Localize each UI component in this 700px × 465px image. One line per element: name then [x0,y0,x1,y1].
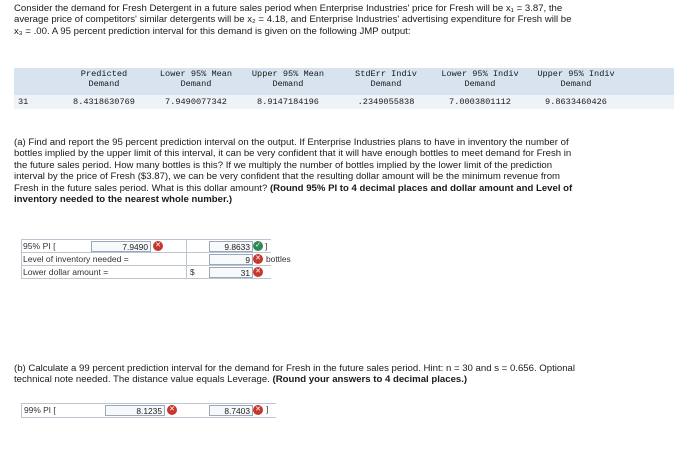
pi-95-row [21,240,271,253]
pi-99-label: 99% PI [ [24,405,56,415]
value-predicted: 8.4318630769 [73,97,135,107]
pi-99-lower-input[interactable]: 8.1235 [105,405,165,416]
part-a-line-1: (a) Find and report the 95 percent prediction interval on the output. If Enterprise Industries plans to have in inventory the number of [14,137,569,148]
part-a-question [14,137,690,205]
part-a-line-5: Fresh in the future sales period. What is this dollar amount? (Round 95% PI to 4 decimal places and dollar amount and Level of [14,182,573,194]
inventory-unit: bottles [266,254,291,264]
part-a-answer-grid [21,239,311,291]
part-b-line-2: technical note needed. The distance value equals Leverage. (Round your answers to 4 decimal places.) [14,374,468,386]
intro-line-3: x₃ = .00. A 95 percent prediction interval for this demand is given on the following JMP output: [14,25,411,37]
value-upper-mean: 8.9147184196 [257,97,319,107]
intro-line-1: Consider the demand for Fresh Detergent in a future sales period when Enterprise Industries' price for Fresh will be x₁ = 3.87, the [14,3,563,14]
part-a-line-4: interval by the price of Fresh ($3.87), we can be very confident that the resulting dollar amount will be the minimum revenue from [14,171,561,183]
pi-99-upper-input[interactable]: 8.7403 [209,405,253,416]
col-lower-mean: Lower 95% Mean Demand [159,69,233,89]
col-predicted-demand: Predicted Demand [80,69,128,89]
pi-95-lower-input[interactable]: 7.9490 [91,241,151,252]
jmp-output-table [14,68,674,109]
check-circle-icon: ✓ [253,241,263,251]
col-lower-indiv: Lower 95% Indiv Demand [441,69,519,89]
part-a-line-3: the future sales period. How many bottles is this? If we multiply the number of bottles implied by the lower limit of the prediction [14,159,553,171]
part-a-line-2: bottles implied by the upper limit of this interval, it can be very confident that it will have enough bottles to meet demand for Fresh in [14,148,572,160]
dollar-input[interactable]: 31 [209,267,253,278]
x-circle-icon: ✕ [167,405,177,415]
intro-line-2: average price of competitors' similar detergents will be x₂ = 4.18, and Enterprise Industries' advertising expenditure for Fresh will be [14,14,572,26]
value-upper-indiv: 9.8633460426 [545,97,607,107]
value-stderr: .2349055838 [357,97,415,107]
part-a-line-6: inventory needed to the nearest whole number.) [14,194,233,206]
inventory-row [21,253,301,266]
col-upper-indiv: Upper 95% Indiv Demand [537,69,615,89]
dollar-label: Lower dollar amount = [23,267,109,277]
x-circle-icon: ✕ [153,241,163,251]
pi-99-close-bracket: ] [266,404,269,414]
inventory-label: Level of inventory needed = [23,254,129,264]
part-b-question [14,363,690,386]
pi-95-upper-input[interactable]: 9.8633 [209,241,253,252]
inventory-input[interactable]: 9 [209,254,253,265]
row-number: 31 [18,97,29,107]
pi-95-label: 95% PI [ [23,241,56,251]
value-lower-mean: 7.9490077342 [165,97,227,107]
x-circle-icon: ✕ [253,267,263,277]
pi-95-close-bracket: ] [265,241,268,251]
dollar-row [21,266,271,279]
x-circle-icon: ✕ [253,405,263,415]
col-upper-mean: Upper 95% Mean Demand [251,69,325,89]
part-b-answer-row [21,403,281,419]
question-intro [14,3,694,37]
col-stderr-indiv: StdErr Indiv Demand [355,69,417,89]
value-lower-indiv: 7.0003801112 [449,97,511,107]
x-circle-icon: ✕ [253,254,263,264]
part-b-line-1: (b) Calculate a 99 percent prediction interval for the demand for Fresh in the future sales period. Hint: n = 30 and s = 0.656. Optional [14,363,576,374]
dollar-sign: $ [190,267,195,277]
